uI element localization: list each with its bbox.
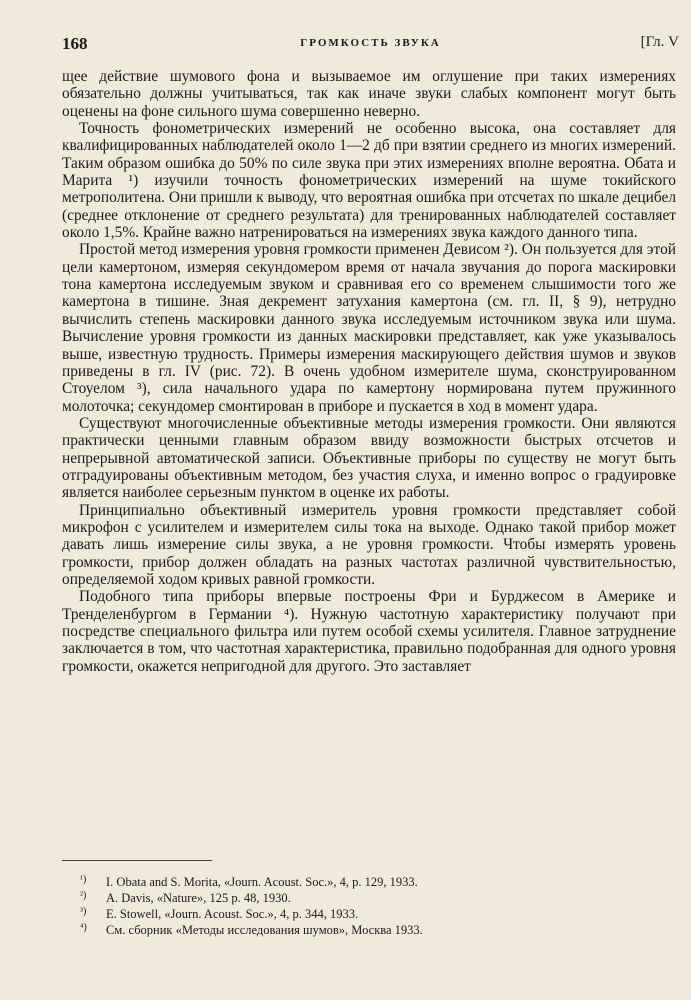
paragraph-objective-methods: Существуют многочисленные объективные методы измерения громкости. Они являются практически ценными главным образом ввиду возможности быстрых отсчетов и непрерывной автоматической записи. Объективные приборы по существу не могут быть отградуированы объективным методом, без участия слуха, и именно вопрос о градуировке является наиболее серьезным пунктом в оценке их работы. <box>62 414 676 502</box>
footnote-mark: ³) <box>80 906 87 917</box>
footnote-mark: ²) <box>80 890 87 901</box>
footnote <box>80 890 660 906</box>
body-text <box>62 68 676 675</box>
running-title: ГРОМКОСТЬ ЗВУКА <box>300 37 441 49</box>
paragraph-instruments-history: Подобного типа приборы впервые построены Фри и Бурджесом в Америке и Тренделенбургом в Германии ⁴). Нужную частотную характеристику получают при посредстве специального фильтра или путем особой схемы усилителя. Главное затруднение заключается в том, что частотная характеристика, правильно подобранная для одного уровня громкости, окажется непригодной для другого. Это заставляет <box>62 588 676 675</box>
paragraph-continued: щее действие шумового фона и вызываемое им оглушение при таких измерениях обязательно должны учитываться, так как иначе звуки слабых компонент могут быть оценены на фоне сильного шума совершенно неверно. <box>62 68 676 120</box>
footnote <box>80 906 660 922</box>
paragraph-tuning-fork-method: Простой метод измерения уровня громкости применен Девисом ²). Он пользуется для этой цели камертоном, измеряя секундомером время от начала звучания до порога маскировки тона камертона исследуемым звуком и сравнивая его со временем слышимости того же камертона в тишине. Зная декремент затухания камертона (см. гл. II, § 9), нетрудно вычислить степень маскировки данного звука исследуемым источником звука или шума. Вычисление уровня громкости из данных маскировки представляет, как уже указывалось выше, известную трудность. Примеры измерения маскирующего действия шумов и звуков приведены в гл. IV (рис. 72). В очень удобном измерителе шума, сконструированном Стоуелом ³), сила начального удара по камертону нормирована путем пружинного молоточка; секундомер смонтирован в приборе и пускается в ход в момент удара. <box>62 241 676 415</box>
footnote-text: E. Stowell, «Journ. Acoust. Soc.», 4, p. 344, 1933. <box>106 907 359 921</box>
footnote <box>80 922 660 938</box>
footnote-text: См. сборник «Методы исследования шумов», Москва 1933. <box>106 923 423 937</box>
paragraph-objective-meter: Принципиально объективный измеритель уровня громкости представляет собой микрофон с усилителем и измерителем силы тока на выходе. Однако такой прибор может давать лишь измерение силы звука, а не уровня громкости. Чтобы измерять уровень громкости, прибор должен обладать на разных частотах различной чувствительностью, определяемой ходом кривых равной громкости. <box>62 501 676 588</box>
chapter-reference: [Гл. V <box>640 34 679 50</box>
footnote-mark: ¹) <box>80 874 87 885</box>
footnote <box>80 874 660 890</box>
footnote-text: A. Davis, «Nature», 125 p. 48, 1930. <box>106 891 291 905</box>
footnote-text: I. Obata and S. Morita, «Journ. Acoust. Soc.», 4, p. 129, 1933. <box>106 875 418 889</box>
footnotes <box>80 874 660 938</box>
footnote-mark: ⁴) <box>80 922 87 933</box>
footnote-divider <box>62 860 212 861</box>
paragraph-phonometric-accuracy: Точность фонометрических измерений не особенно высока, она составляет для квалифицированных наблюдателей около 1—2 дб при взятии среднего из многих измерений. Таким образом ошибка до 50% по силе звука при этих измерениях вполне вероятна. Обата и Марита ¹) изучили точность фонометрических измерений на шуме токийского метрополитена. Они пришли к выводу, что вероятная ошибка при отсчетах по шкале децибел (среднее отклонение от среднего результата) для тренированных наблюдателей составляет около 1,5%. Крайне важно натренироваться на измерениях звука каждого данного типа. <box>62 120 676 242</box>
page-number: 168 <box>62 34 88 53</box>
page-header <box>62 34 679 58</box>
